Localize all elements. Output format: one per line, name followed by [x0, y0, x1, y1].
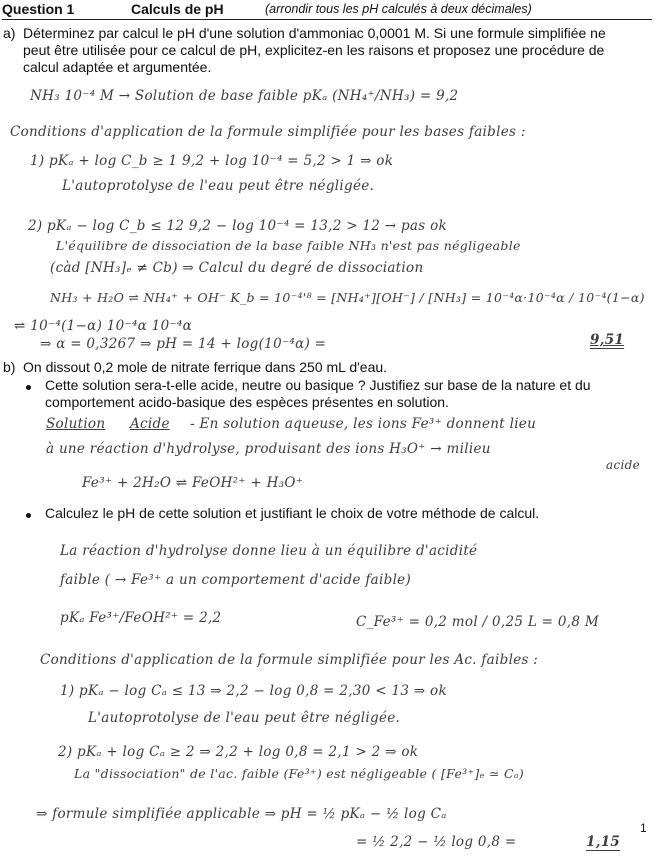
- answer-a-line-5: 2) pKₐ − log C_b ≤ 12 9,2 − log 10⁻⁴ = 13,2 > 12 → pas ok: [28, 218, 447, 234]
- answer-b2-concentration: C_Fe³⁺ = 0,2 mol / 0,25 L = 0,8 M: [356, 614, 599, 630]
- answer-a-line-1: NH₃ 10⁻⁴ M → Solution de base faible pKₐ (NH₄⁺/NH₃) = 9,2: [30, 88, 459, 104]
- answer-b2-line-3: pKₐ Fe³⁺/FeOH²⁺ = 2,2: [60, 610, 222, 626]
- answer-b2-line-8: La "dissociation" de l'ac. faible (Fe³⁺) est négligeable ( [Fe³⁺]ₑ ≃ Cₐ): [74, 766, 525, 781]
- answer-a-line-10: ⇒ α = 0,3267 ⇒ pH = 14 + log(10⁻⁴α) =: [40, 336, 327, 352]
- answer-b1-label: Solution: [46, 416, 106, 432]
- part-a-statement: Déterminez par calcul le pH d'une solution d'ammoniac 0,0001 M. Si une formule simplifiée ne peut être utilisée pour ce calcul de pH, explicitez-en les raisons et proposez une procédure de calcul adaptée et argumentée.: [23, 25, 606, 75]
- answer-b1-acid: Acide: [130, 416, 170, 432]
- page-number: 1: [640, 821, 647, 835]
- answer-a-line-8: NH₃ + H₂O ⇌ NH₄⁺ + OH⁻ K_b = 10⁻⁴'⁸ = [NH₄⁺][OH⁻] / [NH₃] = 10⁻⁴α·10⁻⁴α / 10⁻⁴(1−α): [50, 290, 645, 305]
- answer-a-line-2: Conditions d'application de la formule simplifiée pour les bases faibles :: [10, 124, 526, 140]
- bullet-1-dot: [26, 385, 31, 390]
- question-number: Question 1: [2, 1, 75, 17]
- answer-b2-line-2: faible ( → Fe³⁺ a un comportement d'acide faible): [60, 572, 412, 588]
- answer-a-line-7: (càd [NH₃]ₑ ≠ Cb) ⇒ Calcul du degré de dissociation: [50, 260, 424, 276]
- answer-b2-line-7: 2) pKₐ + log Cₐ ≥ 2 ⇒ 2,2 + log 0,8 = 2,1 > 2 ⇒ ok: [58, 744, 419, 760]
- answer-b1-line-2: à une réaction d'hydrolyse, produisant des ions H₃O⁺ → milieu: [46, 441, 491, 457]
- answer-b2-line-1: La réaction d'hydrolyse donne lieu à un équilibre d'acidité: [60, 543, 478, 559]
- answer-b2-line-9: ⇒ formule simplifiée applicable ⇒ pH = ½ pKₐ − ½ log Cₐ: [36, 806, 447, 822]
- answer-b1-acid-note: acide: [606, 458, 640, 472]
- rounding-note: (arrondir tous les pH calculés à deux décimales): [265, 2, 532, 16]
- question-header: [2, 1, 652, 20]
- answer-b2-line-6: L'autoprotolyse de l'eau peut être négligée.: [88, 710, 401, 726]
- answer-b1-equation: Fe³⁺ + 2H₂O ⇌ FeOH²⁺ + H₃O⁺: [82, 475, 304, 491]
- answer-b2-line-4: Conditions d'application de la formule simplifiée pour les Ac. faibles :: [40, 652, 539, 668]
- answer-b2-line-5: 1) pKₐ − log Cₐ ≤ 13 ⇒ 2,2 − log 0,8 = 2,30 < 13 ⇒ ok: [60, 683, 447, 699]
- part-b-label: b): [3, 359, 16, 375]
- answer-a-line-4: L'autoprotolyse de l'eau peut être négligée.: [62, 178, 375, 194]
- part-b-statement: On dissout 0,2 mole de nitrate ferrique dans 250 mL d'eau.: [23, 359, 388, 375]
- part-a-label: a): [3, 25, 16, 41]
- answer-b2-result: 1,15: [586, 834, 621, 850]
- bullet-1-text: Cette solution sera-t-elle acide, neutre ou basique ? Justifiez sur base de la nature et du comportement acido-basique des espèces présentes en solution.: [45, 377, 591, 410]
- answer-a-line-9: ⇌ 10⁻⁴(1−α) 10⁻⁴α 10⁻⁴α: [14, 318, 193, 334]
- question-title: Calculs de pH: [131, 1, 224, 17]
- bullet-2-dot: [26, 513, 31, 518]
- answer-b1-line-1: - En solution aqueuse, les ions Fe³⁺ donnent lieu: [190, 416, 537, 432]
- bullet-2-text: Calculez le pH de cette solution et justifiant le choix de votre méthode de calcul.: [45, 505, 540, 521]
- answer-b2-line-10: = ½ 2,2 − ½ log 0,8 =: [356, 834, 517, 850]
- answer-a-line-6: L'équilibre de dissociation de la base faible NH₃ n'est pas négligeable: [56, 238, 521, 253]
- answer-a-result: 9,51: [590, 332, 625, 348]
- answer-a-line-3: 1) pKₐ + log C_b ≥ 1 9,2 + log 10⁻⁴ = 5,2 > 1 ⇒ ok: [30, 153, 394, 169]
